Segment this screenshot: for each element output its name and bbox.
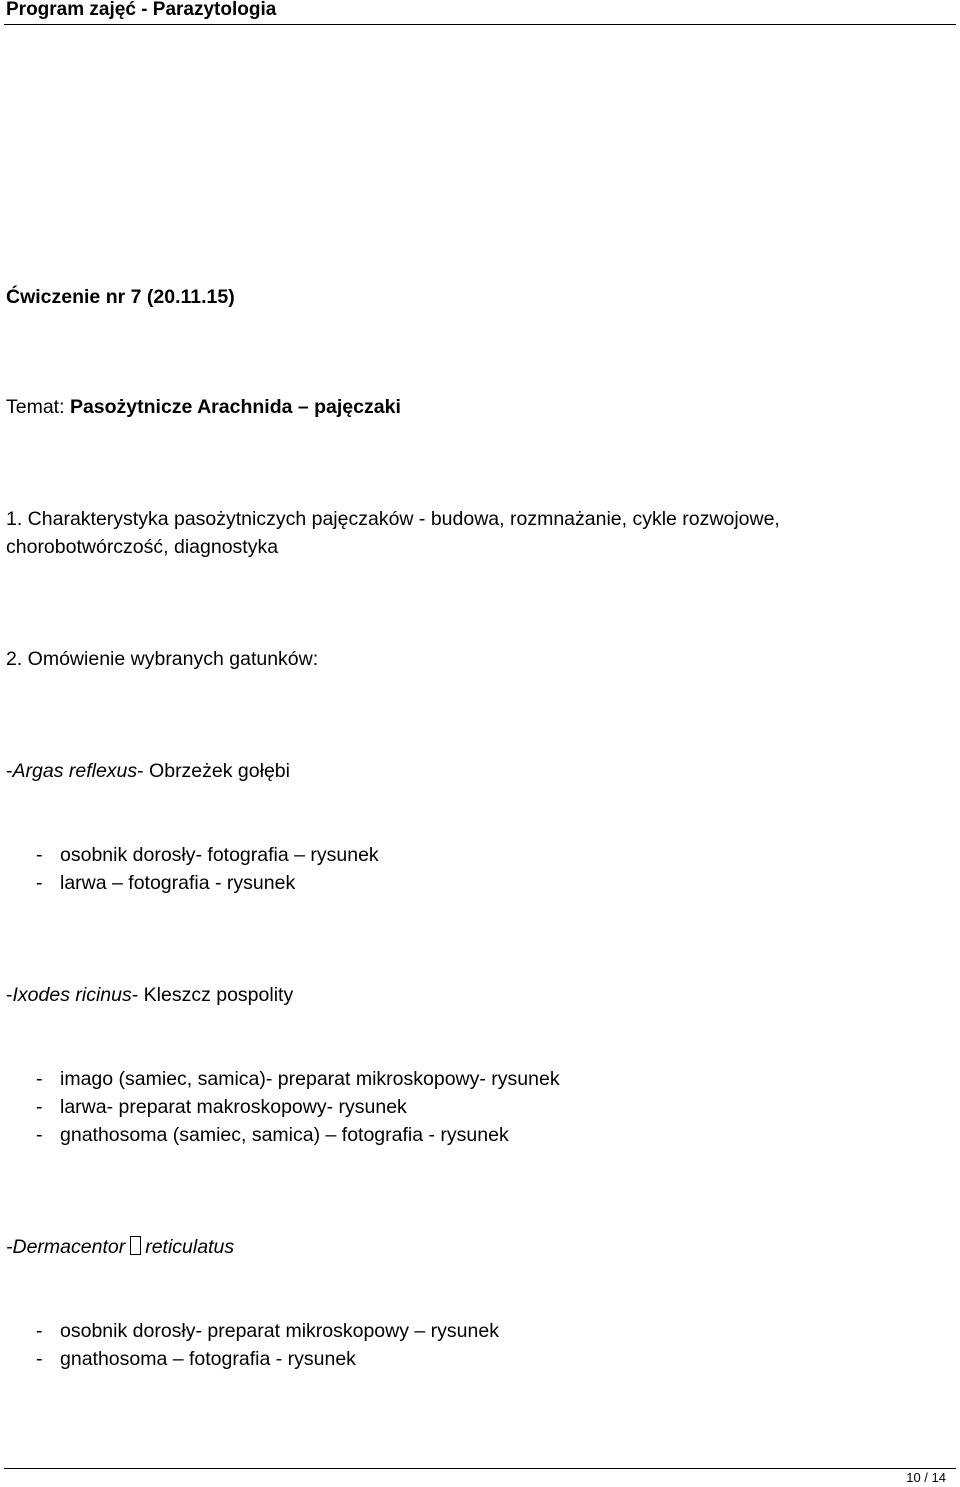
list-item: [36, 1093, 407, 1121]
species-ixodes-heading: [6, 981, 293, 1009]
list-dash: -: [36, 844, 43, 866]
list-item-text: gnathosoma (samiec, samica) – fotografia - rysunek: [60, 1124, 509, 1146]
list-dash: -: [36, 1124, 43, 1146]
topic-value: Pasożytnicze Arachnida – pajęczaki: [69, 396, 401, 418]
species-latin-name-part: Dermacentor: [12, 1236, 126, 1258]
list-item: [36, 1065, 560, 1093]
point-2-heading: 2. Omówienie wybranych gatunków:: [6, 648, 319, 670]
topic-line: [6, 393, 401, 421]
list-item: [36, 841, 379, 869]
species-prefix: -: [6, 760, 13, 782]
species-dermacentor-heading: [6, 1233, 234, 1261]
list-dash: -: [36, 1348, 43, 1370]
missing-glyph-box: [130, 1236, 141, 1255]
list-dash: -: [36, 1320, 43, 1342]
exercise-heading: Ćwiczenie nr 7 (20.11.15): [6, 286, 235, 308]
page-number: 10 / 14: [906, 1470, 946, 1485]
list-dash: -: [36, 872, 43, 894]
list-item: [36, 1317, 499, 1345]
footer-divider: [4, 1468, 956, 1469]
list-item: [36, 1345, 356, 1373]
list-item-text: osobnik dorosły- fotografia – rysunek: [60, 844, 379, 866]
topic-label: Temat:: [6, 396, 70, 418]
header-divider: [4, 24, 956, 25]
document-title: Program zajęć - Parazytologia: [6, 0, 277, 20]
list-item-text: larwa – fotografia - rysunek: [60, 872, 296, 894]
list-item: [36, 1121, 509, 1149]
species-common-name: - Obrzeżek gołębi: [137, 760, 290, 782]
point-1-line-2: chorobotwórczość, diagnostyka: [6, 536, 279, 558]
species-prefix: -: [6, 984, 13, 1006]
species-prefix: -: [6, 1236, 13, 1258]
list-item-text: larwa- preparat makroskopowy- rysunek: [60, 1096, 407, 1118]
list-item-text: imago (samiec, samica)- preparat mikroskopowy- rysunek: [60, 1068, 560, 1090]
list-dash: -: [36, 1096, 43, 1118]
species-latin-name: Ixodes ricinus: [12, 984, 132, 1006]
species-latin-name: Argas reflexus: [12, 760, 138, 782]
species-argas-heading: [6, 757, 290, 785]
list-item: [36, 869, 295, 897]
species-common-name: - Kleszcz pospolity: [131, 984, 294, 1006]
list-dash: -: [36, 1068, 43, 1090]
list-item-text: osobnik dorosły- preparat mikroskopowy – rysunek: [60, 1320, 499, 1342]
species-latin-name-part: reticulatus: [145, 1236, 235, 1258]
point-1-line-1: 1. Charakterystyka pasożytniczych pajęczaków - budowa, rozmnażanie, cykle rozwojowe,: [6, 508, 780, 530]
list-item-text: gnathosoma – fotografia - rysunek: [60, 1348, 356, 1370]
